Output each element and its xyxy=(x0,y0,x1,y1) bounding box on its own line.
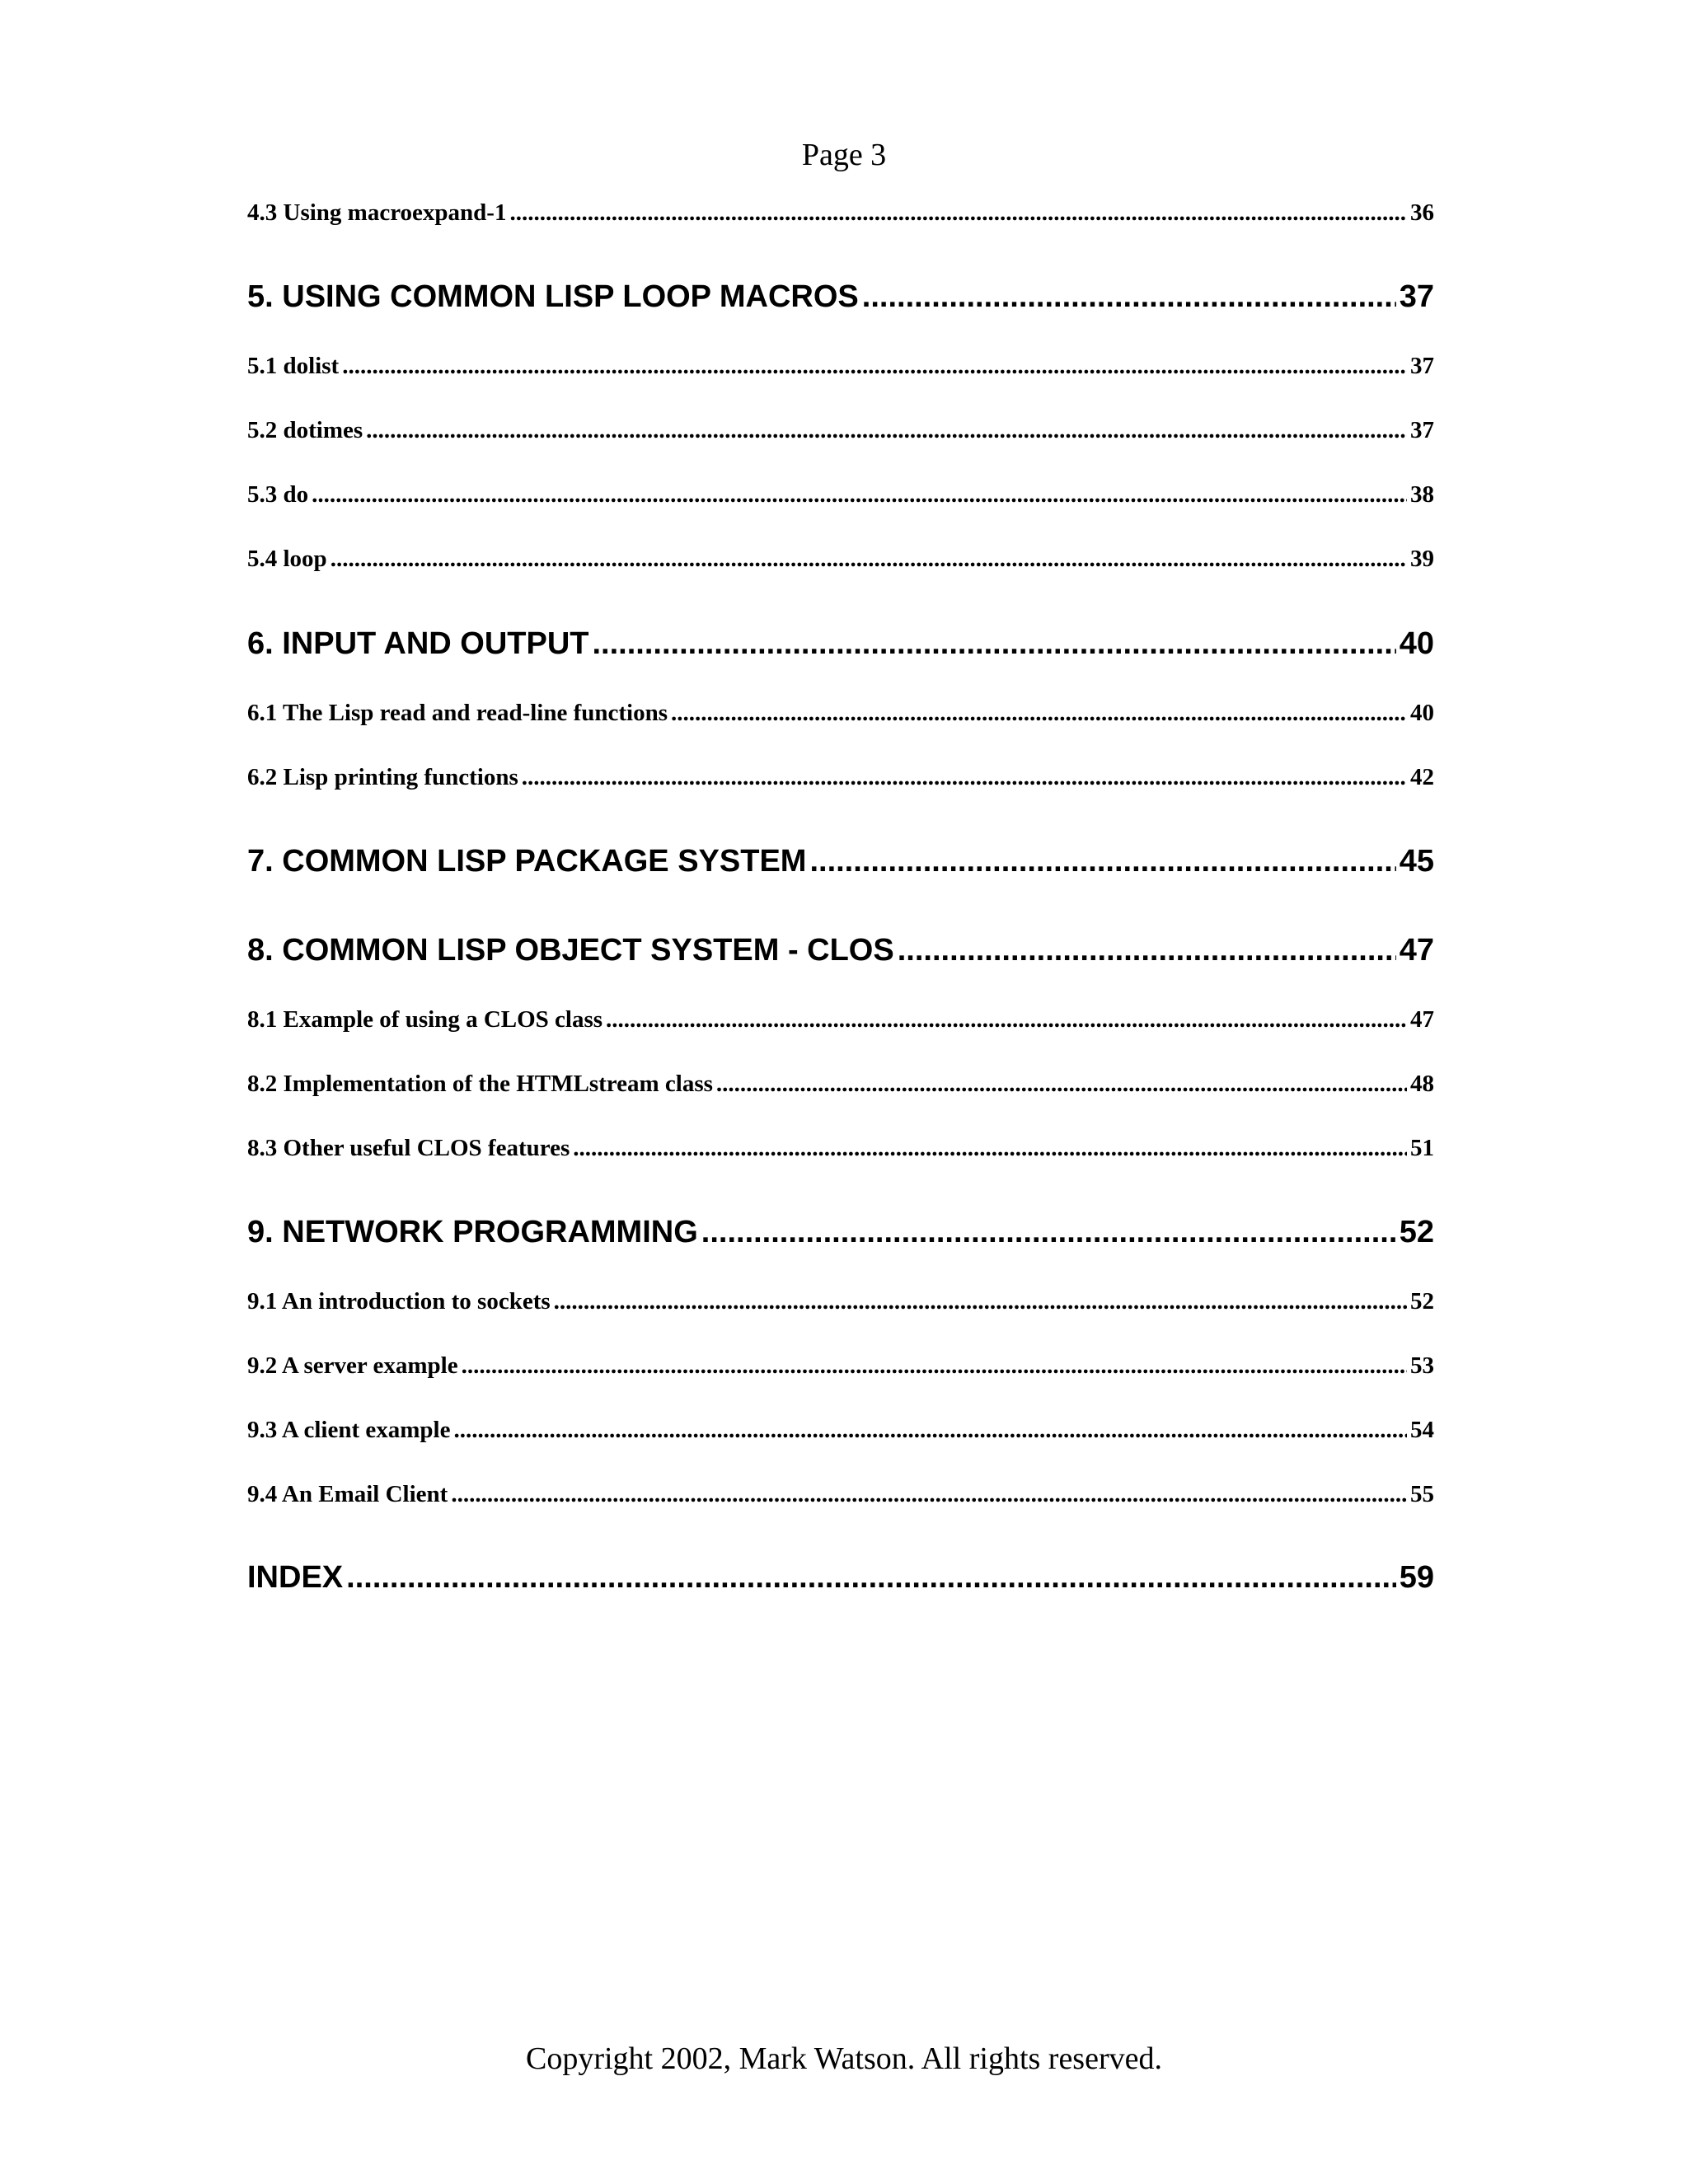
toc-entry[interactable] xyxy=(247,625,1434,663)
toc-entry[interactable] xyxy=(247,1558,1434,1596)
toc-dot-leader xyxy=(331,544,1407,574)
toc-entry-title: 8.2 Implementation of the HTMLstream class xyxy=(247,1071,713,1097)
toc-entry-page: 59 xyxy=(1399,1560,1434,1595)
toc-entry-title: 6. INPUT AND OUTPUT xyxy=(247,626,589,661)
page-number-header: Page 3 xyxy=(801,138,887,172)
toc-dot-leader xyxy=(312,480,1407,509)
toc-entry[interactable] xyxy=(247,278,1434,316)
table-of-contents xyxy=(247,0,1434,2184)
toc-entry-page: 47 xyxy=(1399,933,1434,968)
toc-entry-title: 9.2 A server example xyxy=(247,1352,458,1379)
toc-entry-title: 9.1 An introduction to sockets xyxy=(247,1288,551,1315)
toc-entry-page: 53 xyxy=(1410,1352,1434,1379)
toc-entry-title: 5.1 dolist xyxy=(247,353,340,379)
toc-entry[interactable] xyxy=(247,544,1434,574)
toc-entry[interactable] xyxy=(247,1286,1434,1316)
toc-dot-leader xyxy=(573,1133,1407,1163)
toc-entry-title: 9.3 A client example xyxy=(247,1417,451,1443)
toc-entry-page: 52 xyxy=(1399,1215,1434,1249)
toc-entry-title: 6.1 The Lisp read and read-line functions xyxy=(247,700,668,726)
toc-entry[interactable] xyxy=(247,1005,1434,1034)
toc-entry-title: 9.4 An Email Client xyxy=(247,1481,448,1507)
copyright-footer: Copyright 2002, Mark Watson. All rights reserved. xyxy=(526,2041,1162,2076)
toc-entry[interactable] xyxy=(247,931,1434,969)
toc-entry-page: 51 xyxy=(1410,1135,1434,1161)
toc-entry-title: 5.4 loop xyxy=(247,546,327,572)
toc-entry[interactable] xyxy=(247,1479,1434,1509)
toc-dot-leader xyxy=(522,762,1407,792)
toc-entry-title: 8.3 Other useful CLOS features xyxy=(247,1135,570,1161)
toc-entry[interactable] xyxy=(247,698,1434,728)
toc-entry[interactable] xyxy=(247,198,1434,227)
toc-entry-page: 37 xyxy=(1399,279,1434,314)
toc-dot-leader xyxy=(716,1069,1407,1099)
toc-entry-title: 8. COMMON LISP OBJECT SYSTEM - CLOS xyxy=(247,933,894,968)
toc-entry-title: 4.3 Using macroexpand-1 xyxy=(247,199,507,226)
toc-dot-leader xyxy=(593,625,1396,663)
toc-entry-page: 48 xyxy=(1410,1071,1434,1097)
toc-dot-leader xyxy=(462,1351,1407,1380)
toc-entry-title: 5. USING COMMON LISP LOOP MACROS xyxy=(247,279,859,314)
toc-dot-leader xyxy=(809,842,1395,880)
toc-dot-leader xyxy=(862,278,1396,316)
toc-entry-title: 6.2 Lisp printing functions xyxy=(247,764,518,790)
toc-dot-leader xyxy=(606,1005,1407,1034)
toc-entry[interactable] xyxy=(247,842,1434,880)
toc-entry-page: 36 xyxy=(1410,199,1434,226)
toc-dot-leader xyxy=(453,1415,1407,1445)
toc-entry-title: 9. NETWORK PROGRAMMING xyxy=(247,1215,698,1249)
toc-entry-page: 40 xyxy=(1410,700,1434,726)
toc-entry[interactable] xyxy=(247,415,1434,445)
toc-entry-page: 47 xyxy=(1410,1006,1434,1033)
toc-entry[interactable] xyxy=(247,762,1434,792)
toc-entry-title: 5.2 dotimes xyxy=(247,417,363,443)
toc-entry-title: 7. COMMON LISP PACKAGE SYSTEM xyxy=(247,844,807,879)
toc-dot-leader xyxy=(554,1286,1407,1316)
toc-entry-title: 8.1 Example of using a CLOS class xyxy=(247,1006,603,1033)
toc-entry-page: 55 xyxy=(1410,1481,1434,1507)
toc-entry[interactable] xyxy=(247,1415,1434,1445)
toc-dot-leader xyxy=(342,351,1407,381)
toc-entry[interactable] xyxy=(247,1133,1434,1163)
toc-entry-title: INDEX xyxy=(247,1560,344,1595)
toc-dot-leader xyxy=(509,198,1407,227)
toc-entry[interactable] xyxy=(247,1213,1434,1251)
toc-dot-leader xyxy=(671,698,1407,728)
toc-entry[interactable] xyxy=(247,1069,1434,1099)
toc-entry-page: 39 xyxy=(1410,546,1434,572)
toc-entry[interactable] xyxy=(247,1351,1434,1380)
toc-dot-leader xyxy=(346,1558,1396,1596)
toc-entry-page: 40 xyxy=(1399,626,1434,661)
toc-entry-page: 54 xyxy=(1410,1417,1434,1443)
toc-entry-page: 37 xyxy=(1410,353,1434,379)
toc-entry-page: 38 xyxy=(1410,481,1434,508)
toc-dot-leader xyxy=(701,1213,1396,1251)
toc-entry-page: 37 xyxy=(1410,417,1434,443)
toc-entry[interactable] xyxy=(247,480,1434,509)
toc-dot-leader xyxy=(898,931,1396,969)
toc-entry-page: 42 xyxy=(1410,764,1434,790)
toc-entry[interactable] xyxy=(247,351,1434,381)
toc-entry-title: 5.3 do xyxy=(247,481,309,508)
toc-dot-leader xyxy=(451,1479,1407,1509)
toc-entry-page: 52 xyxy=(1410,1288,1434,1315)
toc-dot-leader xyxy=(366,415,1407,445)
toc-entry-page: 45 xyxy=(1399,844,1434,879)
